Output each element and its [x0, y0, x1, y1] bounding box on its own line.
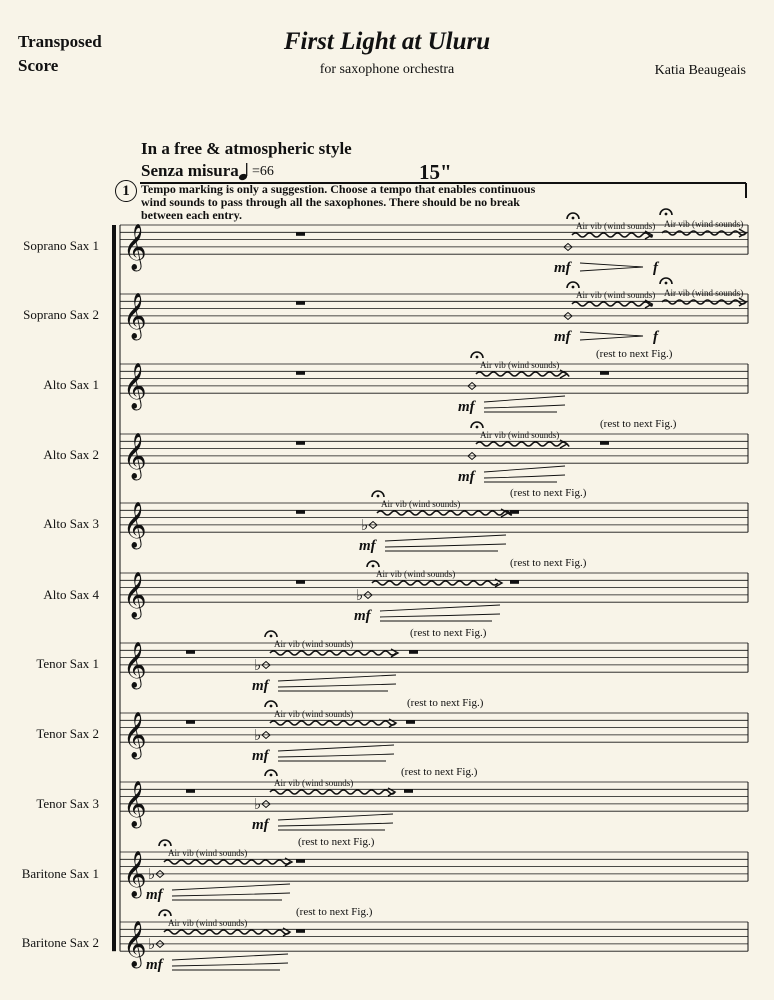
rest-instruction-text: (rest to next Fig.) [510, 487, 587, 499]
air-vibrato-wave [372, 581, 498, 585]
air-vibrato-wave [164, 860, 290, 864]
dynamic-marking: mf [458, 469, 475, 485]
fermata-dot [164, 914, 167, 917]
staff [120, 781, 748, 829]
air-line [278, 754, 394, 757]
air-vibrato-wave [572, 302, 652, 306]
flat-sign-icon: ♭ [356, 586, 364, 604]
air-line [172, 893, 290, 896]
rehearsal-mark: 1 [115, 180, 137, 202]
technique-text: Air vib (wind sounds) [381, 499, 461, 509]
air-line [278, 675, 396, 681]
instrument-label: Baritone Sax 1 [21, 866, 99, 881]
fermata-dot [270, 705, 273, 708]
whole-rest [186, 720, 195, 724]
treble-clef-icon: 𝄞 [123, 921, 147, 968]
air-vibrato-wave [270, 790, 395, 794]
whole-rest [600, 441, 609, 445]
dynamic-marking: mf [458, 399, 475, 415]
air-line [278, 684, 396, 687]
dynamic-marking: mf [359, 538, 376, 554]
air-line [278, 814, 393, 820]
treble-clef-icon: 𝄞 [123, 224, 147, 271]
instrument-label: Alto Sax 1 [43, 377, 99, 392]
air-vibrato-wave [662, 300, 746, 304]
whole-rest [510, 580, 519, 584]
instrument-label: Tenor Sax 3 [36, 796, 99, 811]
dynamic-marking: mf [146, 887, 163, 903]
rest-instruction-text: (rest to next Fig.) [596, 348, 673, 360]
air-line [278, 823, 393, 826]
fermata-dot [270, 635, 273, 638]
instrument-label: Tenor Sax 1 [36, 656, 99, 671]
staff [120, 921, 748, 969]
metronome-value: =66 [252, 164, 274, 179]
staff [120, 502, 748, 550]
air-vibrato-wave [572, 233, 652, 237]
technique-text: Air vib (wind sounds) [664, 288, 744, 298]
treble-clef-icon: 𝄞 [123, 433, 147, 480]
staff [120, 642, 748, 690]
staff [120, 363, 748, 411]
performance-instructions: Tempo marking is only a suggestion. Choose a tempo that enables continuous wind sounds to pass through all the saxophones. There should be no break between each entry. [141, 182, 536, 222]
score-title: First Light at Uluru [283, 28, 491, 55]
staff [120, 712, 748, 760]
whole-rest [296, 371, 305, 375]
fermata-dot [572, 286, 575, 289]
treble-clef-icon: 𝄞 [123, 363, 147, 410]
flat-sign-icon: ♭ [148, 865, 156, 883]
air-vibrato-wave [164, 930, 290, 934]
technique-text: Air vib (wind sounds) [274, 778, 354, 788]
whole-rest [186, 650, 195, 654]
rest-instruction-text: (rest to next Fig.) [401, 766, 478, 778]
whole-rest [296, 510, 305, 514]
fermata-dot [572, 217, 575, 220]
dynamic-marking: mf [252, 817, 269, 833]
air-line [484, 405, 565, 408]
technique-text: Air vib (wind sounds) [376, 569, 456, 579]
air-line [278, 745, 394, 751]
staff [120, 851, 748, 899]
instrument-label: Tenor Sax 2 [36, 726, 99, 741]
flat-sign-icon: ♭ [148, 935, 156, 953]
air-line [385, 544, 506, 547]
air-vibrato-wave [377, 511, 511, 515]
decrescendo-line [580, 267, 643, 271]
flat-sign-icon: ♭ [361, 516, 369, 534]
air-line [172, 963, 288, 966]
treble-clef-icon: 𝄞 [123, 851, 147, 898]
instrument-label: Alto Sax 2 [43, 447, 99, 462]
instrument-label: Soprano Sax 1 [23, 238, 99, 253]
dynamic-marking: mf [554, 260, 571, 276]
fermata-dot [377, 495, 380, 498]
technique-text: Air vib (wind sounds) [480, 430, 560, 440]
whole-rest [296, 301, 305, 305]
fermata-dot [476, 426, 479, 429]
rest-instruction-text: (rest to next Fig.) [510, 557, 587, 569]
technique-text: Air vib (wind sounds) [274, 709, 354, 719]
technique-text: Air vib (wind sounds) [274, 639, 354, 649]
flat-sign-icon: ♭ [254, 795, 262, 813]
dynamic-marking: f [653, 329, 658, 345]
technique-text: Air vib (wind sounds) [576, 290, 656, 300]
whole-rest [296, 441, 305, 445]
whole-rest [296, 929, 305, 933]
dynamic-marking: mf [554, 329, 571, 345]
rest-instruction-text: (rest to next Fig.) [410, 627, 487, 639]
whole-rest [409, 650, 418, 654]
system-bracket [112, 225, 116, 951]
decrescendo-line [580, 332, 643, 336]
whole-rest [406, 720, 415, 724]
whole-rest [404, 789, 413, 793]
fermata-dot [372, 565, 375, 568]
whole-rest [296, 859, 305, 863]
dynamic-marking: mf [354, 608, 371, 624]
technique-text: Air vib (wind sounds) [168, 918, 248, 928]
instrument-label: Baritone Sax 2 [21, 935, 99, 950]
staff [120, 433, 748, 481]
treble-clef-icon: 𝄞 [123, 502, 147, 549]
technique-text: Air vib (wind sounds) [576, 221, 656, 231]
flat-sign-icon: ♭ [254, 726, 262, 744]
instrument-label: Alto Sax 3 [43, 516, 99, 531]
air-line [380, 605, 500, 611]
rest-instruction-text: (rest to next Fig.) [600, 418, 677, 430]
fermata-dot [270, 774, 273, 777]
air-vibrato-wave [476, 442, 569, 446]
fermata-dot [476, 356, 479, 359]
treble-clef-icon: 𝄞 [123, 572, 147, 619]
transposed-score-label: Transposed Score [18, 32, 102, 75]
fermata-dot [164, 844, 167, 847]
flat-sign-icon: ♭ [254, 656, 262, 674]
fermata-dot [665, 213, 668, 216]
whole-rest [186, 789, 195, 793]
score-subtitle: for saxophone orchestra [319, 62, 455, 77]
dynamic-marking: mf [252, 748, 269, 764]
decrescendo-line [580, 336, 643, 340]
senza-misura-marking: Senza misura [141, 161, 239, 180]
air-line [484, 396, 565, 402]
whole-rest [296, 580, 305, 584]
air-line [484, 466, 565, 472]
section-duration: 15" [419, 160, 452, 184]
staff [120, 572, 748, 620]
dynamic-marking: mf [146, 957, 163, 973]
treble-clef-icon: 𝄞 [123, 642, 147, 689]
air-line [380, 614, 500, 617]
whole-rest [510, 510, 519, 514]
composer-name: Katia Beaugeais [654, 63, 746, 78]
whole-rest [296, 232, 305, 236]
dynamic-marking: mf [252, 678, 269, 694]
technique-text: Air vib (wind sounds) [168, 848, 248, 858]
rest-instruction-text: (rest to next Fig.) [298, 836, 375, 848]
whole-rest [600, 371, 609, 375]
treble-clef-icon: 𝄞 [123, 293, 147, 340]
air-vibrato-wave [476, 372, 569, 376]
decrescendo-line [580, 263, 643, 267]
air-vibrato-wave [270, 721, 396, 725]
air-vibrato-wave [662, 231, 746, 235]
treble-clef-icon: 𝄞 [123, 712, 147, 759]
fermata-dot [665, 282, 668, 285]
air-line [484, 475, 565, 478]
dynamic-marking: f [653, 260, 658, 276]
treble-clef-icon: 𝄞 [123, 781, 147, 828]
style-marking: In a free & atmospheric style [141, 139, 352, 158]
air-line [385, 535, 506, 541]
technique-text: Air vib (wind sounds) [664, 219, 744, 229]
air-vibrato-wave [270, 651, 396, 655]
air-line [172, 884, 290, 890]
instrument-label: Soprano Sax 2 [23, 307, 99, 322]
rest-instruction-text: (rest to next Fig.) [407, 697, 484, 709]
rest-instruction-text: (rest to next Fig.) [296, 906, 373, 918]
technique-text: Air vib (wind sounds) [480, 360, 560, 370]
air-line [172, 954, 288, 960]
instrument-label: Alto Sax 4 [43, 587, 99, 602]
